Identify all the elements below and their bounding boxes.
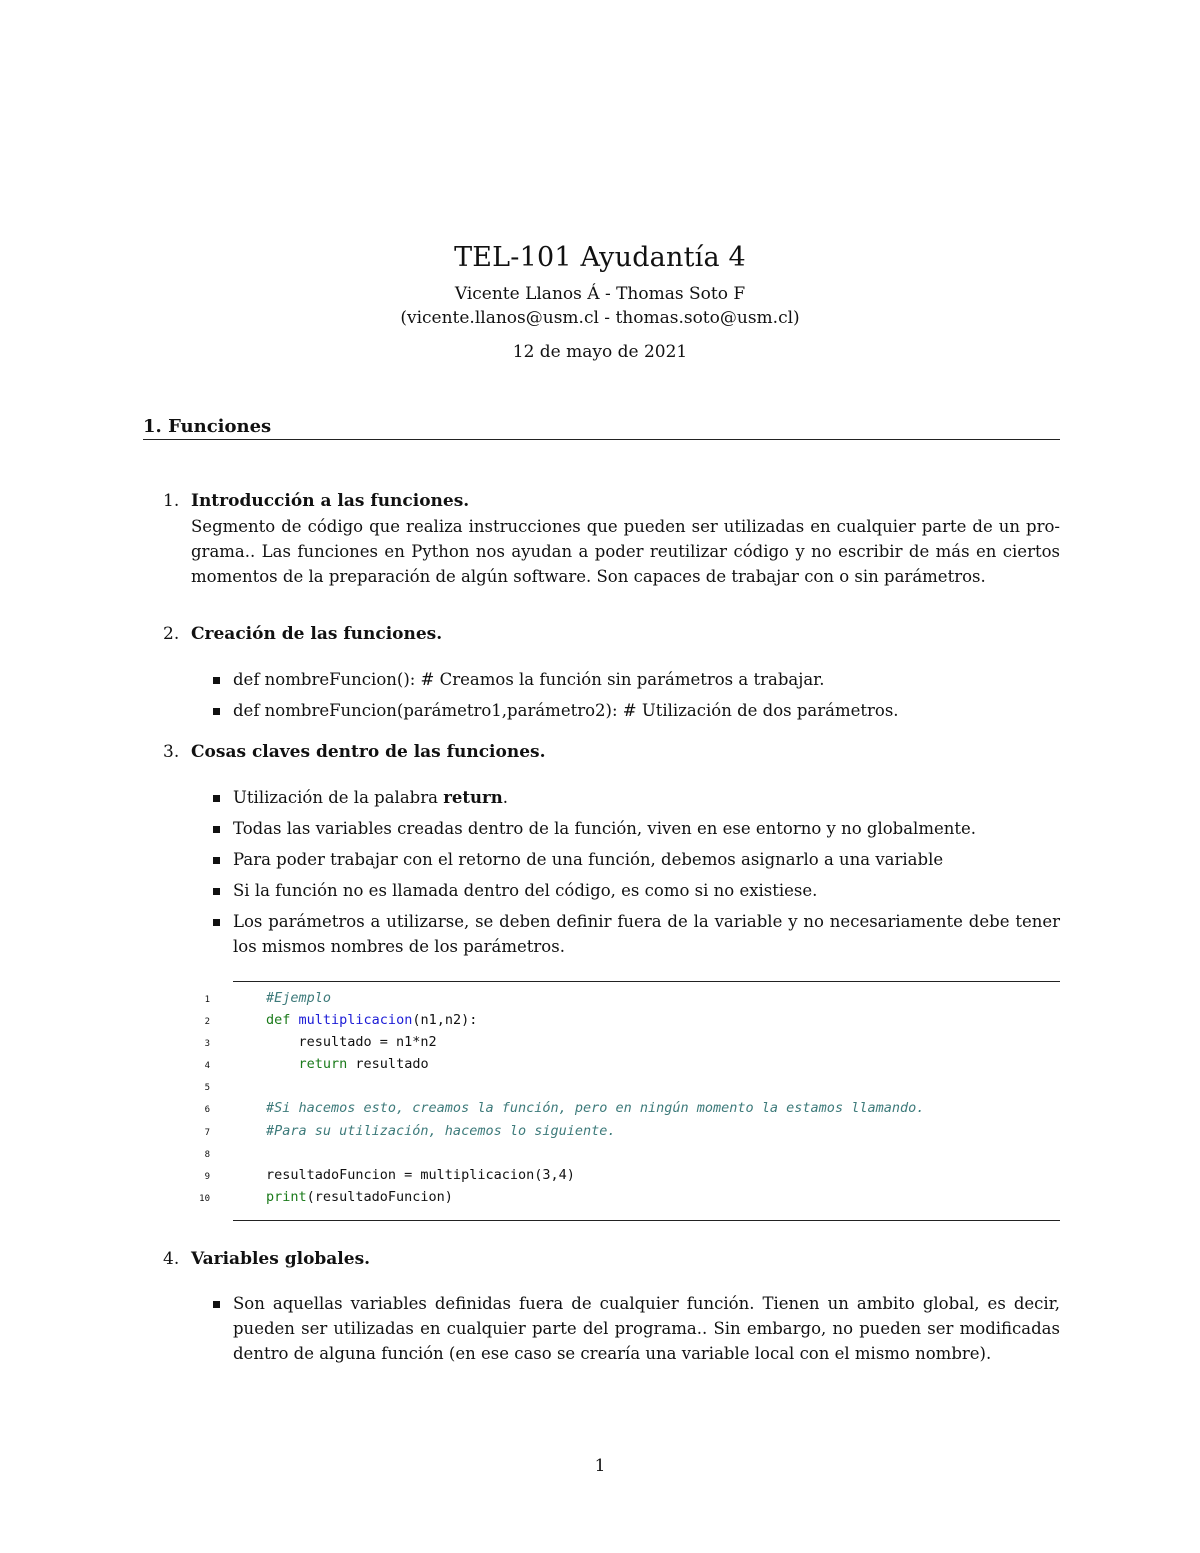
section-number: 1. [143,416,162,437]
code-keyword: def [266,1012,291,1028]
bullet-marker [213,1301,220,1308]
item-number: 1. [163,491,180,511]
code-comment: #Para su utilización, hacemos lo siguiente. [266,1123,616,1139]
section-rule [143,439,1060,440]
return-keyword: return [443,788,503,807]
line-number: 6 [204,1105,210,1115]
bullet-item: def nombreFuncion(): # Creamos la función sin parámetros a trabajar. [233,670,825,689]
section-heading [143,416,271,437]
bullet-item: Si la función no es llamada dentro del código, es como si no existiese. [233,881,818,900]
code-text: (n1,n2): [412,1012,478,1028]
authors: Vicente Llanos Á - Thomas Soto F [454,284,746,304]
bullet-line: Los parámetros a utilizarse, se deben definir fuera de la variable y no necesariamente debe tener [233,912,1060,931]
code-keyword: print [266,1189,307,1205]
paragraph-line: grama.. Las funciones en Python nos ayudan a poder reutilizar código y no escribir de más en ciertos [191,542,1060,561]
code-line [195,990,1055,1012]
code-line [195,1012,1055,1034]
line-number: 9 [204,1172,210,1182]
code-text: resultadoFuncion = multiplicacion(3,4) [266,1167,575,1183]
line-number: 4 [204,1061,210,1071]
bullet-text-prefix: Utilización de la palabra [233,788,444,807]
bullet-marker [213,888,220,895]
bullet-text-suffix: . [502,788,508,807]
code-line [195,1123,1055,1145]
paragraph-line: Segmento de código que realiza instrucciones que pueden ser utilizadas en cualquier parte de un pro- [191,517,1060,536]
line-number: 10 [199,1194,210,1204]
bullet-line: los mismos nombres de los parámetros. [233,937,565,956]
code-text: (resultadoFuncion) [306,1189,453,1205]
bullet-marker [213,677,220,684]
bullet-line: pueden ser utilizadas en cualquier parte del programa.. Sin embargo, no pueden ser modificadas [233,1319,1060,1338]
code-keyword: return [298,1056,348,1072]
item-number: 4. [163,1249,180,1269]
bullet-item: Para poder trabajar con el retorno de una función, debemos asignarlo a una variable [233,850,944,869]
code-function-name: multiplicacion [298,1012,413,1028]
bullet-item [233,785,1060,810]
author-emails: (vicente.llanos@usm.cl - thomas.soto@usm.cl) [400,308,800,328]
item-number: 2. [163,624,180,644]
document-title: TEL-101 Ayudantía 4 [454,242,746,273]
bullet-item [233,909,1060,959]
line-number: 7 [204,1128,210,1138]
code-bottom-rule [233,1220,1060,1221]
line-number: 5 [204,1083,210,1093]
bullet-marker [213,857,220,864]
code-line [195,1167,1055,1189]
code-top-rule [233,981,1060,982]
paragraph-line: momentos de la preparación de algún software. Son capaces de trabajar con o sin parámetros. [191,567,986,586]
item-title: Creación de las funciones. [191,624,443,644]
item-number: 3. [163,742,180,762]
code-line [195,1189,1055,1211]
bullet-marker [213,795,220,802]
item-title: Variables globales. [191,1249,371,1269]
code-line [195,1034,1055,1056]
code-line [195,1056,1055,1078]
code-text: resultado [347,1056,429,1072]
code-comment: #Si hacemos esto, creamos la función, pero en ningún momento la estamos llamando. [266,1100,925,1116]
bullet-marker [213,826,220,833]
line-number: 3 [204,1039,210,1049]
bullet-line: dentro de alguna función (en ese caso se crearía una variable local con el mismo nombre). [233,1344,992,1363]
page-number: 1 [594,1456,606,1476]
line-number: 1 [204,995,210,1005]
line-number: 2 [204,1017,210,1027]
line-number: 8 [204,1150,210,1160]
bullet-line: Son aquellas variables definidas fuera de cualquier función. Tienen un ambito global, es decir, [233,1294,1060,1313]
document-date: 12 de mayo de 2021 [512,342,688,362]
bullet-item [233,1291,1060,1366]
bullet-item: def nombreFuncion(parámetro1,parámetro2): # Utilización de dos parámetros. [233,701,899,720]
code-line [195,1145,1055,1167]
item-title: Introducción a las funciones. [191,491,470,511]
bullet-marker [213,708,220,715]
code-indent [266,1056,299,1072]
code-line [195,1078,1055,1100]
section-title: Funciones [168,416,272,437]
item-title: Cosas claves dentro de las funciones. [191,742,546,762]
code-text: resultado = n1*n2 [266,1034,437,1050]
bullet-marker [213,919,220,926]
bullet-item: Todas las variables creadas dentro de la función, viven en ese entorno y no globalmente. [233,819,977,838]
item-paragraph [191,514,1060,589]
code-comment: #Ejemplo [266,990,332,1006]
code-line [195,1100,1055,1122]
